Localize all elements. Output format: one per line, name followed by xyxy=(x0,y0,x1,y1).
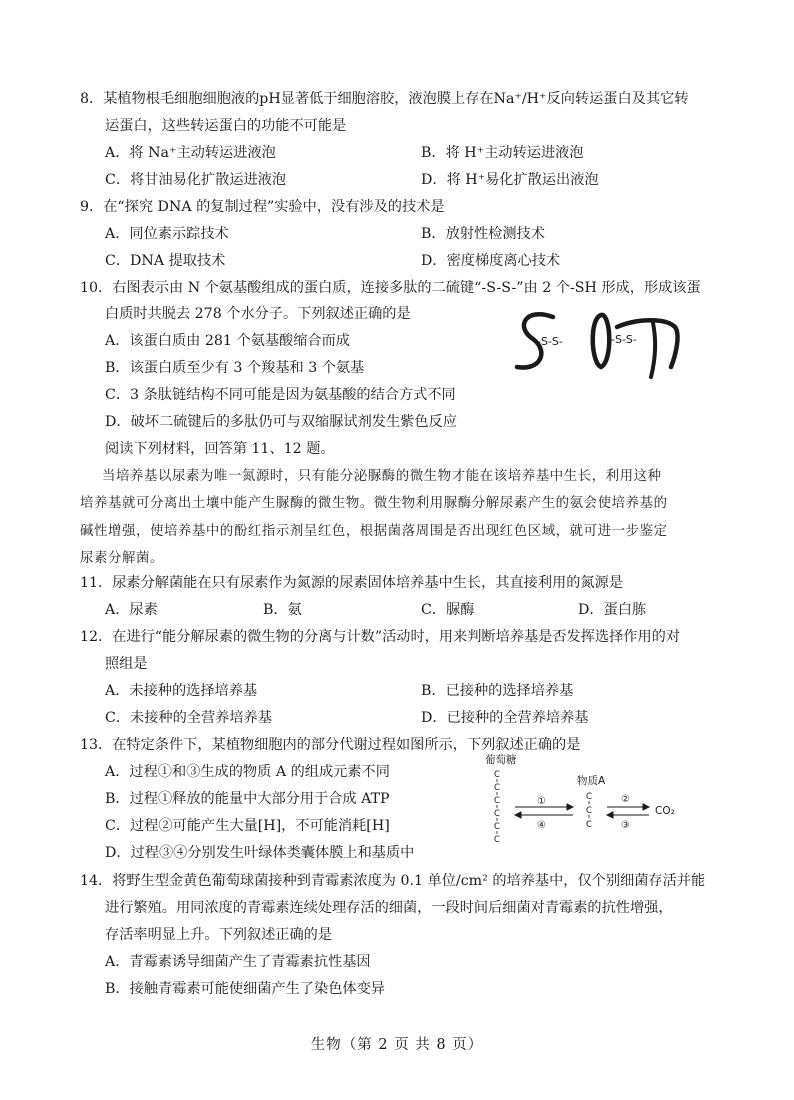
q14-stem-line1: 14．将野生型金黄色葡萄球菌接种到青霉素浓度为 0.1 单位/cm² 的培养基中，仅个别细菌存活并能 xyxy=(80,873,706,889)
glucose-carbon-2: C xyxy=(494,783,500,793)
q13-option-d: D．过程③④分别发生叶绿体类囊体膜上和基质中 xyxy=(105,845,415,861)
passage-line-1: 当培养基以尿素为唯一氮源时，只有能分泌脲酶的微生物才能在该培养基中生长，利用这种 xyxy=(102,469,662,484)
q9-stem: 9．在“探究 DNA 的复制过程”实验中，没有涉及的技术是 xyxy=(80,199,445,215)
q10-stem-line1: 10．右图表示由 N 个氨基酸组成的蛋白质，连接多肽的二硫键“-S-S-”由 2 个-SH 形成，形成该蛋 xyxy=(80,280,701,296)
q14-option-b: B．接触青霉素可能使细菌产生了染色体变异 xyxy=(105,981,385,997)
q9-option-a: A．同位素示踪技术 xyxy=(105,226,229,242)
protein-disulfide-figure xyxy=(505,305,690,385)
passage-line-3: 碱性增强，使培养基中的酚红指示剂呈红色，根据菌落周围是否出现红色区域，就可进一步鉴定 xyxy=(80,523,668,539)
q8-stem-line2: 运蛋白，这些转运蛋白的功能不可能是 xyxy=(105,118,347,134)
reading-passage xyxy=(80,463,730,572)
q8-option-a: A．将 Na⁺主动转运进液泡 xyxy=(105,145,276,161)
glucose-carbon-4: C xyxy=(494,809,500,819)
q12-option-a: A．未接种的选择培养基 xyxy=(105,683,258,699)
q11-option-c: C．脲酶 xyxy=(421,602,475,618)
q11-option-b: B．氨 xyxy=(263,602,302,618)
substance-a-carbon-chain xyxy=(586,792,592,830)
q13-option-c: C．过程②可能产生大量[H]，不可能消耗[H] xyxy=(105,818,390,834)
q8-option-c: C．将甘油易化扩散运进液泡 xyxy=(105,172,287,188)
step-4-label: ④ xyxy=(537,820,546,831)
q12-option-c: C．未接种的全营养培养基 xyxy=(105,710,272,726)
substance-a-carbon-2: C xyxy=(586,806,592,816)
step-3-label: ③ xyxy=(621,820,630,831)
substance-a-label: 物质A xyxy=(577,775,606,787)
disulfide-bond-label-1: -S-S- xyxy=(537,335,563,348)
q10-option-b: B．该蛋白质至少有 3 个羧基和 3 个氨基 xyxy=(105,360,365,376)
q10-option-a: A．该蛋白质由 281 个氨基酸缩合而成 xyxy=(105,333,350,349)
q12-option-b: B．已接种的选择培养基 xyxy=(421,683,574,699)
q13-option-a: A．过程①和③生成的物质 A 的组成元素不同 xyxy=(105,764,390,780)
metabolism-figure xyxy=(485,752,700,862)
substance-a-carbon-3: C xyxy=(586,820,592,830)
q10-option-d: D．破坏二硫键后的多肽仍可与双缩脲试剂发生紫色反应 xyxy=(105,414,457,430)
co2-label: CO₂ xyxy=(655,805,675,817)
q12-stem-line1: 12．在进行“能分解尿素的微生物的分离与计数”活动时，用来判断培养基是否发挥选择作用的对 xyxy=(80,629,681,645)
disulfide-bond-label-2: -S-S- xyxy=(611,333,637,346)
q14-option-a: A．青霉素诱导细菌产生了青霉素抗性基因 xyxy=(105,954,371,970)
polypeptide-chain-3-tail xyxy=(651,323,655,377)
glucose-carbon-6: C xyxy=(494,835,500,845)
q11-option-a: A．尿素 xyxy=(105,602,158,618)
q9-option-c: C．DNA 提取技术 xyxy=(105,253,226,269)
q9-option-b: B．放射性检测技术 xyxy=(421,226,545,242)
polypeptide-chain-2 xyxy=(593,315,610,367)
passage-line-2: 培养基就可分离出土壤中能产生脲酶的微生物。微生物利用脲酶分解尿素产生的氨会使培养基的 xyxy=(80,496,668,512)
q8-option-d: D．将 H⁺易化扩散运出液泡 xyxy=(421,172,599,188)
q14-stem-line2: 进行繁殖。用同浓度的青霉素连续处理存活的细菌，一段时间后细菌对青霉素的抗性增强， xyxy=(105,900,673,916)
arrows-2-3 xyxy=(607,804,649,818)
q14-stem-line3: 存活率明显上升。下列叙述正确的是 xyxy=(105,927,333,943)
q9-option-d: D．密度梯度离心技术 xyxy=(421,253,561,269)
glucose-carbon-3: C xyxy=(494,796,500,806)
reading-intro: 阅读下列材料，回答第 11、12 题。 xyxy=(105,441,335,457)
substance-a-carbon-1: C xyxy=(586,792,592,802)
glucose-carbon-1: C xyxy=(494,770,500,780)
q8-stem-line1: 8．某植物根毛细胞细胞液的pH显著低于细胞溶胶，液泡膜上存在Na⁺/H⁺反向转运蛋白及其它转 xyxy=(80,91,689,107)
glucose-label: 葡萄糖 xyxy=(485,754,517,766)
step-2-label: ② xyxy=(621,794,630,805)
q11-option-d: D．蛋白胨 xyxy=(578,602,647,618)
glucose-carbon-5: C xyxy=(494,822,500,832)
page-footer: 生物（第 2 页 共 8 页） xyxy=(310,1037,484,1053)
q11-stem: 11．尿素分解菌能在只有尿素作为氮源的尿素固体培养基中生长，其直接利用的氮源是 xyxy=(80,575,623,591)
q13-option-b: B．过程①释放的能量中大部分用于合成 ATP xyxy=(105,791,390,807)
q12-stem-line2: 照组是 xyxy=(105,656,148,672)
q10-stem-line2: 白质时共脱去 278 个水分子。下列叙述正确的是 xyxy=(105,306,411,322)
q13-stem: 13．在特定条件下，某植物细胞内的部分代谢过程如图所示，下列叙述正确的是 xyxy=(80,737,581,753)
q8-option-b: B．将 H⁺主动转运进液泡 xyxy=(421,145,584,161)
q12-option-d: D．已接种的全营养培养基 xyxy=(421,710,589,726)
step-1-label: ① xyxy=(537,796,546,807)
q10-option-c: C．3 条肽链结构不同可能是因为氨基酸的结合方式不同 xyxy=(105,387,456,403)
passage-line-4: 尿素分解菌。 xyxy=(80,550,164,566)
